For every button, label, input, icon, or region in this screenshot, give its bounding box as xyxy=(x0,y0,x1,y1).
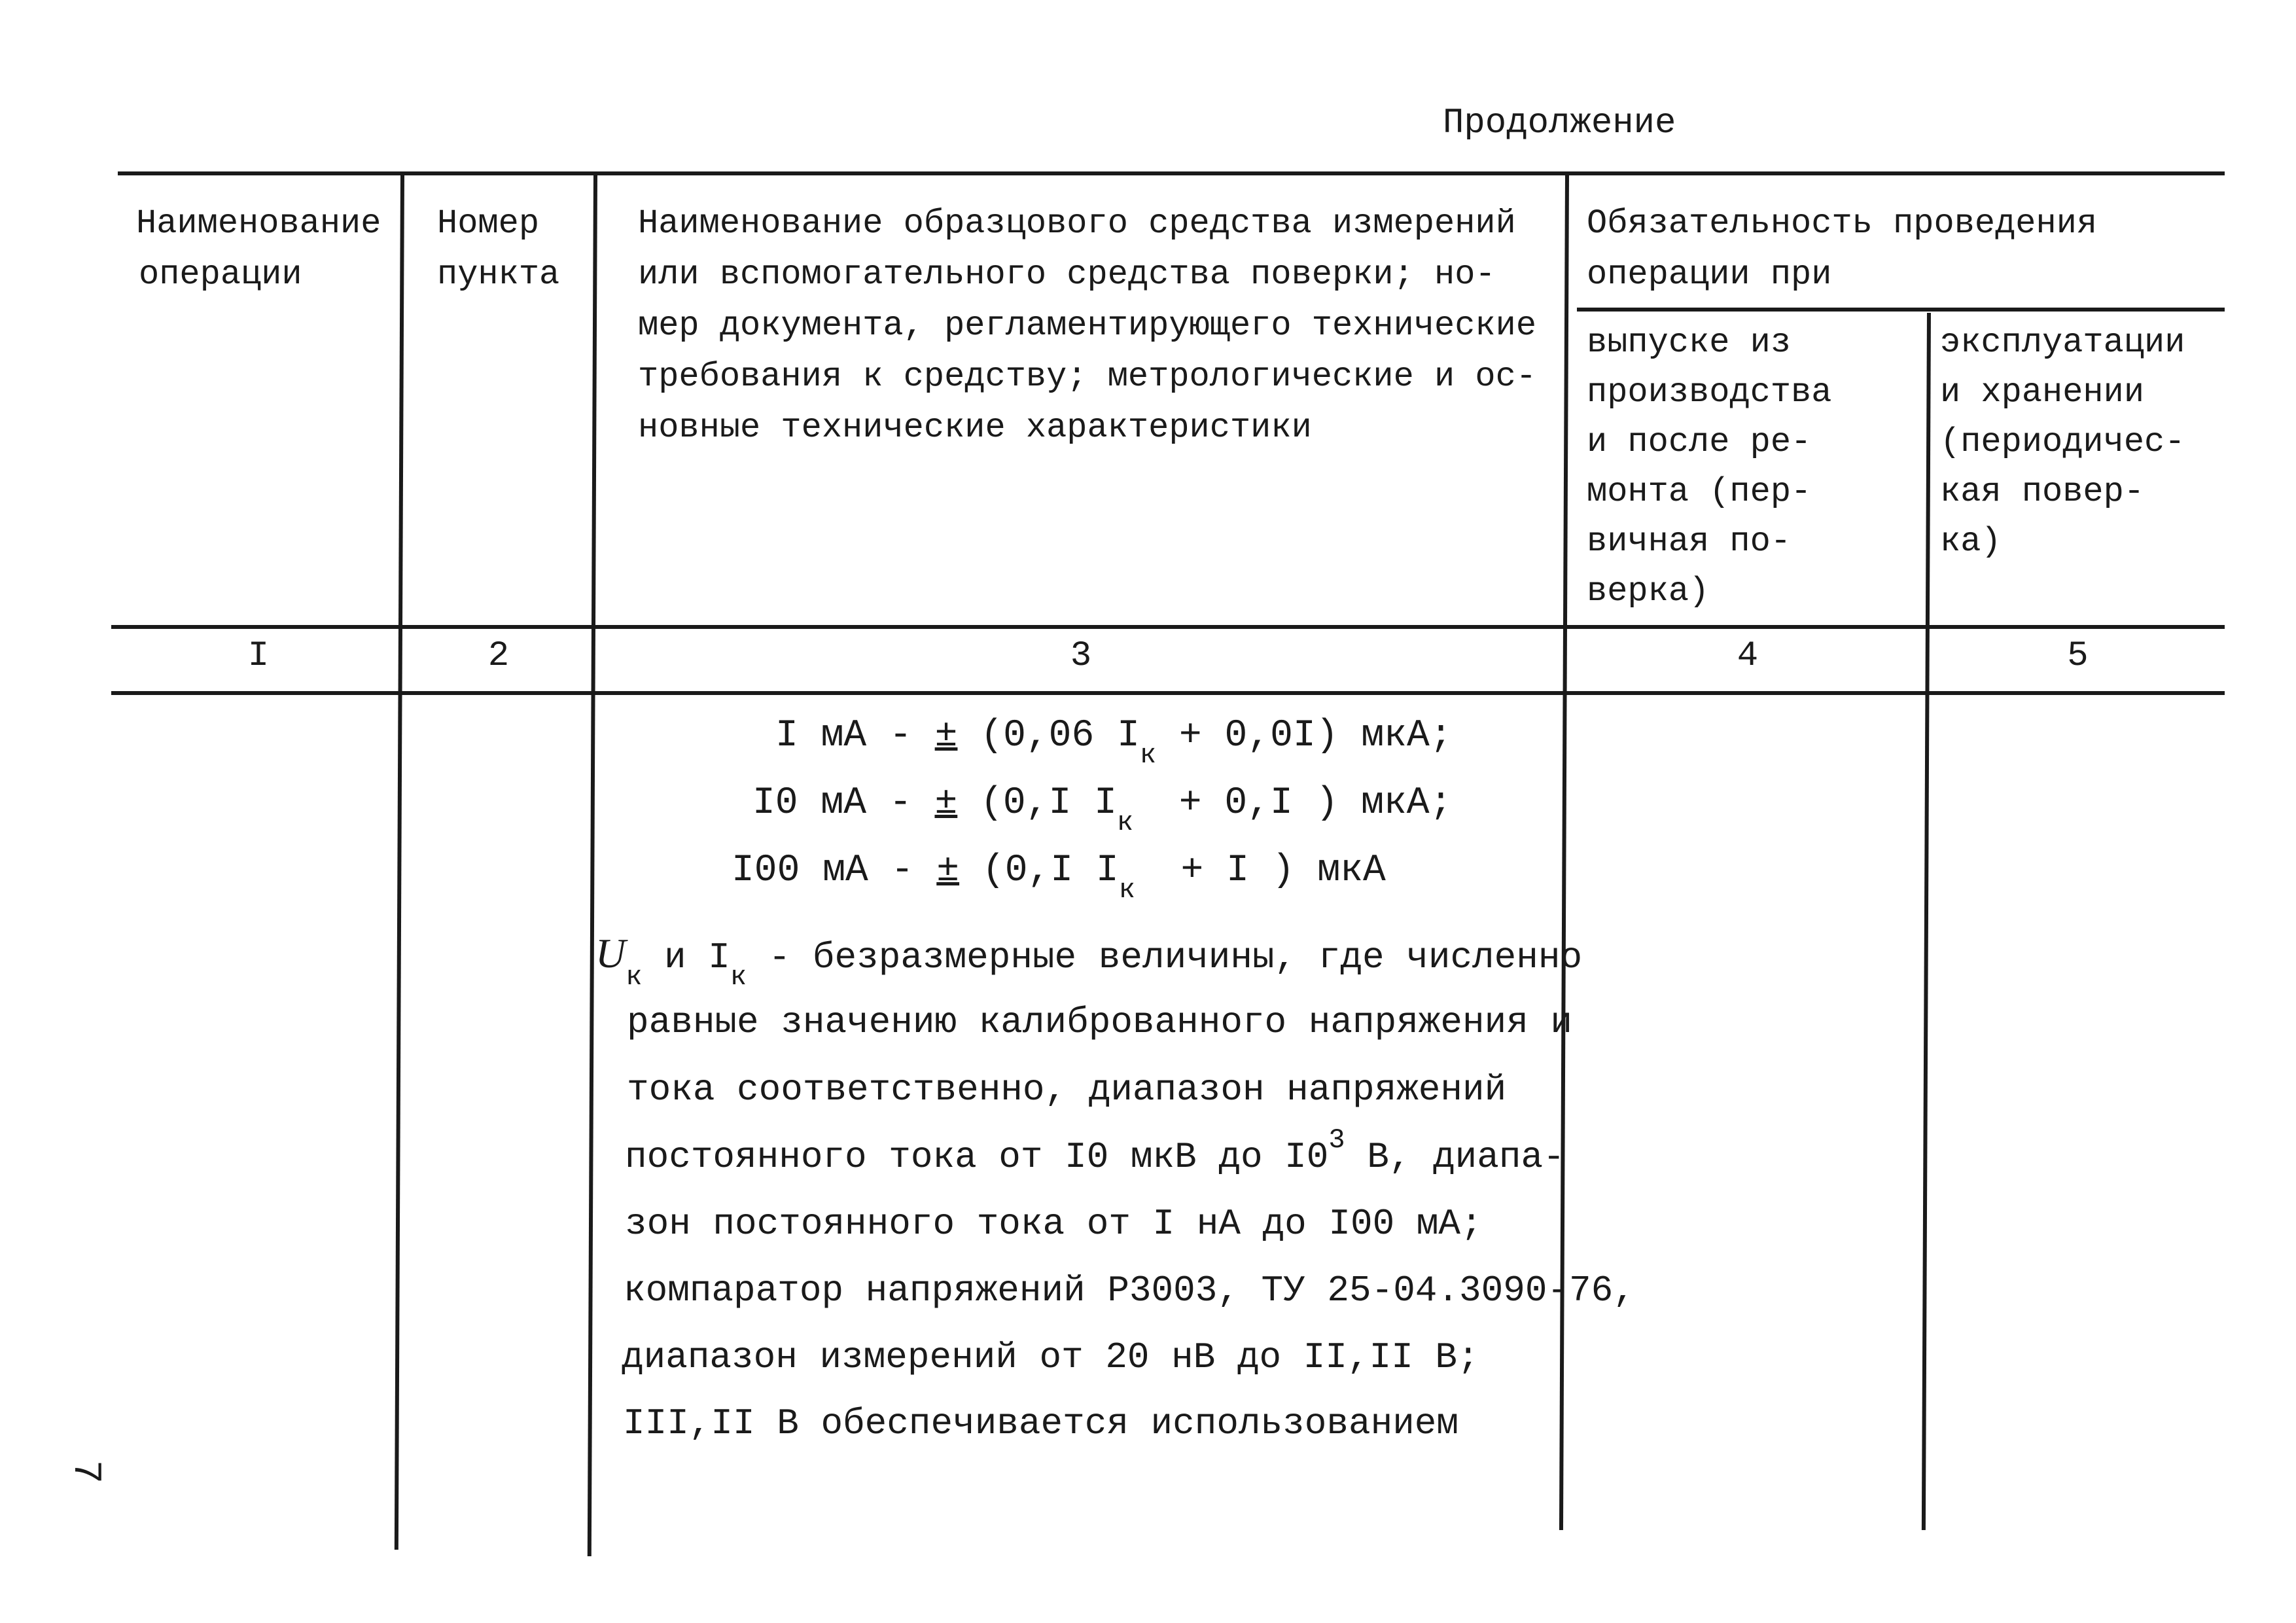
col45-header-line1: Обязательность проведения xyxy=(1587,204,2098,243)
col5-header-line3: (периодичес- xyxy=(1940,423,2185,461)
body-line-7: диапазон измерений от 20 нВ до II,II В; xyxy=(622,1336,1479,1378)
table-top-border xyxy=(118,171,2225,175)
col-number-3: 3 xyxy=(1070,636,1092,676)
col1-header-line1: Наименование xyxy=(136,204,381,243)
body-line-4: постоянного тока от I0 мкВ до $I0^3$ В, диапа- xyxy=(625,1124,1565,1178)
col-divider-2-3 xyxy=(588,175,597,1556)
page-number: 7 xyxy=(63,1459,108,1484)
col5-header-line4: кая повер- xyxy=(1940,473,2145,511)
col2-header-line2: пункта xyxy=(437,255,560,294)
numbers-bottom-border xyxy=(111,691,2225,695)
col3-header-line3: мер документа, регламентирующего технические xyxy=(638,306,1537,345)
col-number-5: 5 xyxy=(2067,636,2089,676)
col1-header-line2: операции xyxy=(139,255,302,294)
body-line-3: тока соответственно, диапазон напряжений xyxy=(627,1069,1507,1111)
continuation-label: Продолжение xyxy=(1443,103,1676,143)
formula-100mA: I00 мА - ± (0,I $I_к + I$ ) мкА xyxy=(732,849,1386,906)
body-line-1: $U_к$ и $I_к$ - безразмерные величины, где численно xyxy=(595,930,1583,993)
col45-header-line2: операции при xyxy=(1587,255,1832,294)
body-line-8: III,II В обеспечивается использованием xyxy=(623,1402,1459,1444)
col5-header-line5: ка) xyxy=(1940,522,2002,561)
formula-10mA: I0 мА - ± (0,I $I_к + 0,I$ ) мкА; xyxy=(752,782,1453,838)
body-line-2: равные значению калиброванного напряжения и xyxy=(627,1001,1573,1043)
col4-header-line1: выпуске из xyxy=(1587,323,1792,362)
col5-header-line1: эксплуатации xyxy=(1940,323,2185,362)
header-bottom-border xyxy=(111,625,2225,629)
col3-header-line2: или вспомогательного средства поверки; но- xyxy=(638,255,1496,294)
col4-header-line6: верка) xyxy=(1587,572,1710,611)
formula-1mA: I мА - ± (0,06 $I_к + 0,0I$) мкА; xyxy=(775,715,1453,771)
body-line-5: зон постоянного тока от I нА до I00 мА; xyxy=(625,1203,1483,1245)
col-number-2: 2 xyxy=(487,636,510,676)
col3-header-line4: требования к средству; метрологические и ос- xyxy=(638,357,1537,396)
col3-header-line1: Наименование образцового средства измерений xyxy=(638,204,1516,243)
col-divider-4-5 xyxy=(1922,313,1931,1530)
col-number-4: 4 xyxy=(1737,636,1759,676)
col-divider-3-4 xyxy=(1559,175,1569,1530)
col5-header-line2: и хранении xyxy=(1940,373,2145,412)
col-divider-1-2 xyxy=(395,175,404,1550)
col4-header-line2: производства xyxy=(1587,373,1832,412)
subheader-divider xyxy=(1577,308,2225,312)
body-line-6: компаратор напряжений Р3003, ТУ 25-04.3090-76, xyxy=(624,1270,1635,1311)
col4-header-line4: монта (пер- xyxy=(1587,473,1812,511)
col2-header-line1: Номер xyxy=(437,204,540,243)
col-number-1: I xyxy=(247,636,270,676)
col4-header-line3: и после ре- xyxy=(1587,423,1812,461)
col4-header-line5: вичная по- xyxy=(1587,522,1792,561)
col3-header-line5: новные технические характеристики xyxy=(638,408,1312,447)
